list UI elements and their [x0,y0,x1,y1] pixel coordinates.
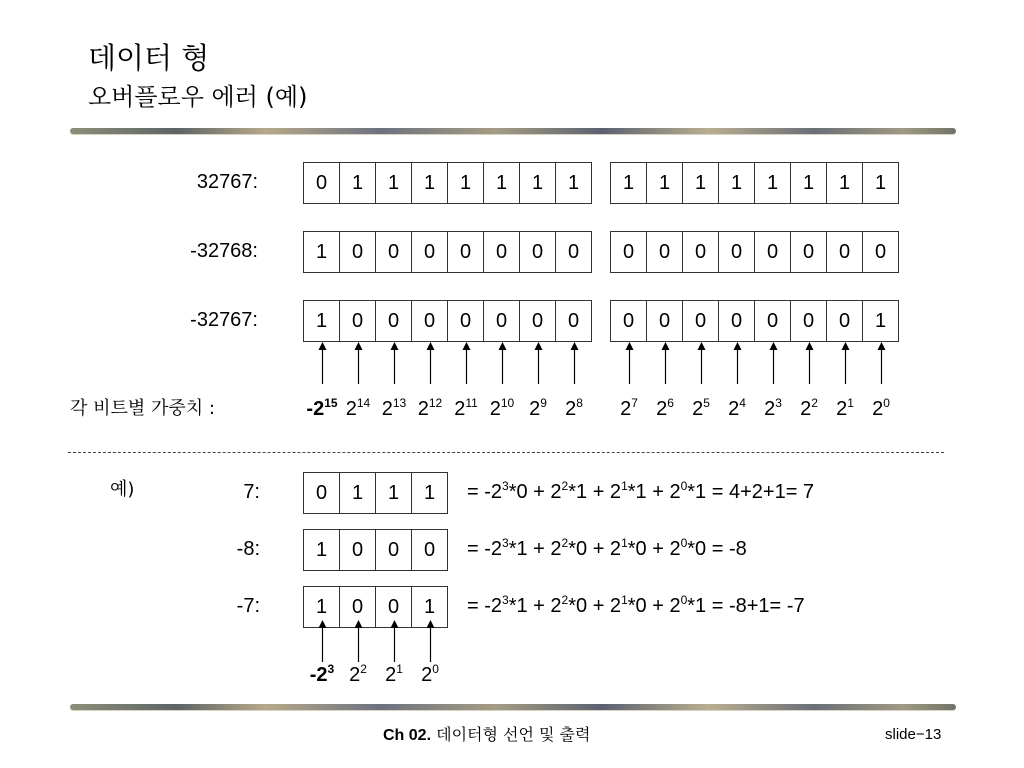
weight-base: 2 [728,398,740,420]
up-arrow-icon [660,342,671,384]
weight-exponent: 0 [432,662,439,676]
equation-text: *1 + 2 [627,481,681,503]
bit-cell: 1 [874,309,887,332]
weights-label: 각 비트별 가중치 : [70,398,215,419]
bit-cell: 0 [340,530,376,570]
up-arrow-icon [624,342,635,384]
slide-subtitle: 오버플로우 에러 (예) [88,83,308,111]
equation-exponent: 0 [680,536,688,550]
equation-text: *0 + 2 [508,481,562,503]
equation-text: *1 + 2 [508,538,562,560]
up-arrow-icon [425,342,436,384]
byte-box [303,162,592,204]
bit-cell: 1 [304,530,340,570]
bit-weight [407,663,453,687]
weight-base: 2 [421,664,433,686]
weight-base: 2 [313,398,325,420]
bit-cell: 0 [412,301,448,341]
bit-cell: 0 [340,301,376,341]
equation-exponent: 2 [561,593,569,607]
equation-exponent: 1 [621,593,628,607]
equation-exponent: 3 [502,536,509,550]
weight-base: 2 [656,398,668,420]
bit-cell: 0 [376,232,412,272]
example-tag: 예) [110,479,135,500]
up-arrow-icon [353,620,364,662]
equation-exponent: 2 [561,536,569,550]
equation-text: *0 + 2 [568,595,622,617]
weight-base: 2 [692,398,704,420]
footer-title: 데이터형 선언 및 출력 [436,725,591,744]
bit-cell: 0 [683,301,719,341]
weight-base: 2 [620,398,632,420]
bit-cell: 1 [791,163,827,203]
up-arrow-icon [389,620,400,662]
bit-weight [551,397,597,421]
bit-cell: 0 [520,301,556,341]
byte-box [303,300,592,342]
bit-cell: 1 [719,163,755,203]
example-value-label: 7: [243,481,260,503]
weight-exponent: 14 [356,396,371,410]
weight-exponent: 4 [739,396,746,410]
equation-text: *1 = -8+1= -7 [687,595,805,617]
bit-cell: 1 [304,232,340,272]
up-arrow-icon [840,342,851,384]
row-value-label: 32767: [196,171,258,193]
bit-cell: 0 [647,232,683,272]
bit-weight [858,397,904,421]
weight-exponent: 2 [811,396,818,410]
bit-cell: 1 [412,163,448,203]
up-arrow-icon [533,342,544,384]
bit-cell: 0 [304,163,340,203]
bit-cell: 0 [412,232,448,272]
weight-base: 2 [800,398,812,420]
weight-base: 2 [345,398,357,420]
bit-cell: 0 [484,301,520,341]
weight-base: 2 [316,664,328,686]
up-arrow-icon [425,620,436,662]
equation-exponent: 1 [621,479,628,493]
weight-exponent: 1 [396,662,403,676]
bit-cell: 0 [376,301,412,341]
bit-cell: 0 [448,301,484,341]
up-arrow-icon [317,620,328,662]
footer [383,724,590,747]
slide-number: slide−13 [885,726,942,743]
weight-exponent: 6 [667,396,674,410]
bit-cell: 1 [423,595,436,618]
bit-cell: 1 [611,163,647,203]
weight-base: 2 [836,398,848,420]
bit-cell: 1 [304,587,340,627]
bit-cell: 0 [791,232,827,272]
weight-base: 2 [872,398,884,420]
equation-text: = -2 [467,595,503,617]
up-arrow-icon [696,342,707,384]
bit-cell: 1 [423,481,436,504]
bit-cell: 1 [755,163,791,203]
weight-exponent: 10 [500,396,515,410]
up-arrow-icon [732,342,743,384]
weight-base: 2 [489,398,501,420]
bit-cell: 0 [755,301,791,341]
weight-exponent: 13 [392,396,407,410]
up-arrow-icon [353,342,364,384]
equation [467,594,805,618]
bit-cell: 0 [567,309,580,332]
equation-text: *0 = -8 [687,538,747,560]
weight-exponent: 2 [360,662,367,676]
bit-cell: 0 [340,587,376,627]
weight-exponent: 5 [703,396,710,410]
weight-exponent: 11 [465,396,478,410]
up-arrow-icon [461,342,472,384]
bit-cell: 0 [340,232,376,272]
weight-base: 2 [454,398,466,420]
bit-cell: 1 [376,163,412,203]
bit-cell: 0 [376,530,412,570]
byte-box [610,231,899,273]
bit-cell: 1 [304,301,340,341]
equation-text: *1 + 2 [568,481,622,503]
bit-cell: 0 [827,232,863,272]
byte-box [610,300,899,342]
bit-cell: 0 [791,301,827,341]
equation-text: *0 + 2 [627,595,681,617]
weight-base: 2 [764,398,776,420]
bit-cell: 0 [647,301,683,341]
weight-sign: - [309,664,317,686]
weight-exponent: 3 [327,662,335,676]
equation [467,480,814,504]
bit-cell: 0 [448,232,484,272]
equation-exponent: 0 [680,593,688,607]
byte-box [610,162,899,204]
footer-chapter: Ch 02. [383,727,432,744]
equation-text: *0 + 2 [568,538,622,560]
equation-text: *0 + 2 [627,538,681,560]
bit-cell: 0 [520,232,556,272]
slide-title: 데이터 형 [88,41,210,75]
equation-exponent: 0 [680,479,688,493]
weight-exponent: 12 [428,396,443,410]
up-arrow-icon [317,342,328,384]
equation-text: = -2 [467,481,503,503]
up-arrow-icon [389,342,400,384]
weight-exponent: 3 [775,396,782,410]
weight-base: 2 [385,664,397,686]
bit-cell: 1 [484,163,520,203]
bit-cell: 1 [340,473,376,513]
weight-base: 2 [529,398,541,420]
bit-cell: 0 [567,240,580,263]
bit-cell: 0 [719,232,755,272]
weight-base: 2 [565,398,577,420]
equation-text: *1 = 4+2+1= 7 [687,481,815,503]
bit-cell: 0 [755,232,791,272]
weight-exponent: 7 [631,396,638,410]
bit-cell: 1 [827,163,863,203]
bit-cell: 0 [719,301,755,341]
weight-sign: - [306,398,314,420]
up-arrow-icon [569,342,580,384]
byte-box [303,231,592,273]
bit-cell: 0 [611,301,647,341]
bit-cell: 1 [520,163,556,203]
equation-exponent: 1 [621,536,628,550]
weight-exponent: 1 [847,396,854,410]
bit-cell: 1 [448,163,484,203]
bottom-divider [70,704,956,710]
bit-cell: 0 [484,232,520,272]
bit-cell: 1 [376,473,412,513]
example-value-label: -7: [236,595,260,617]
weight-base: 2 [349,664,361,686]
weight-base: 2 [417,398,429,420]
weight-exponent: 15 [324,396,338,410]
bit-cell: 0 [304,473,340,513]
up-arrow-icon [804,342,815,384]
up-arrow-icon [876,342,887,384]
bit-cell: 1 [340,163,376,203]
bit-cell: 0 [683,232,719,272]
bit-cell: 0 [423,538,436,561]
up-arrow-icon [768,342,779,384]
equation-text: *1 + 2 [508,595,562,617]
row-value-label: -32768: [190,240,258,262]
weight-exponent: 9 [540,396,547,410]
row-value-label: -32767: [190,309,258,331]
equation-exponent: 3 [502,479,509,493]
bit-cell: 1 [683,163,719,203]
example-value-label: -8: [236,538,260,560]
bit-cell: 1 [647,163,683,203]
up-arrow-icon [497,342,508,384]
nibble-box [303,472,448,514]
weight-base: 2 [381,398,393,420]
bit-cell: 0 [376,587,412,627]
bit-cell: 1 [567,171,580,194]
equation-exponent: 3 [502,593,509,607]
dashed-separator [68,452,944,453]
weight-exponent: 0 [883,396,890,410]
top-divider [70,128,956,134]
bit-cell: 0 [827,301,863,341]
nibble-box [303,529,448,571]
bit-cell: 0 [611,232,647,272]
bit-cell: 1 [874,171,887,194]
equation-text: = -2 [467,538,503,560]
weight-exponent: 8 [576,396,583,410]
equation-exponent: 2 [561,479,569,493]
equation [467,537,747,561]
bit-cell: 0 [874,240,887,263]
